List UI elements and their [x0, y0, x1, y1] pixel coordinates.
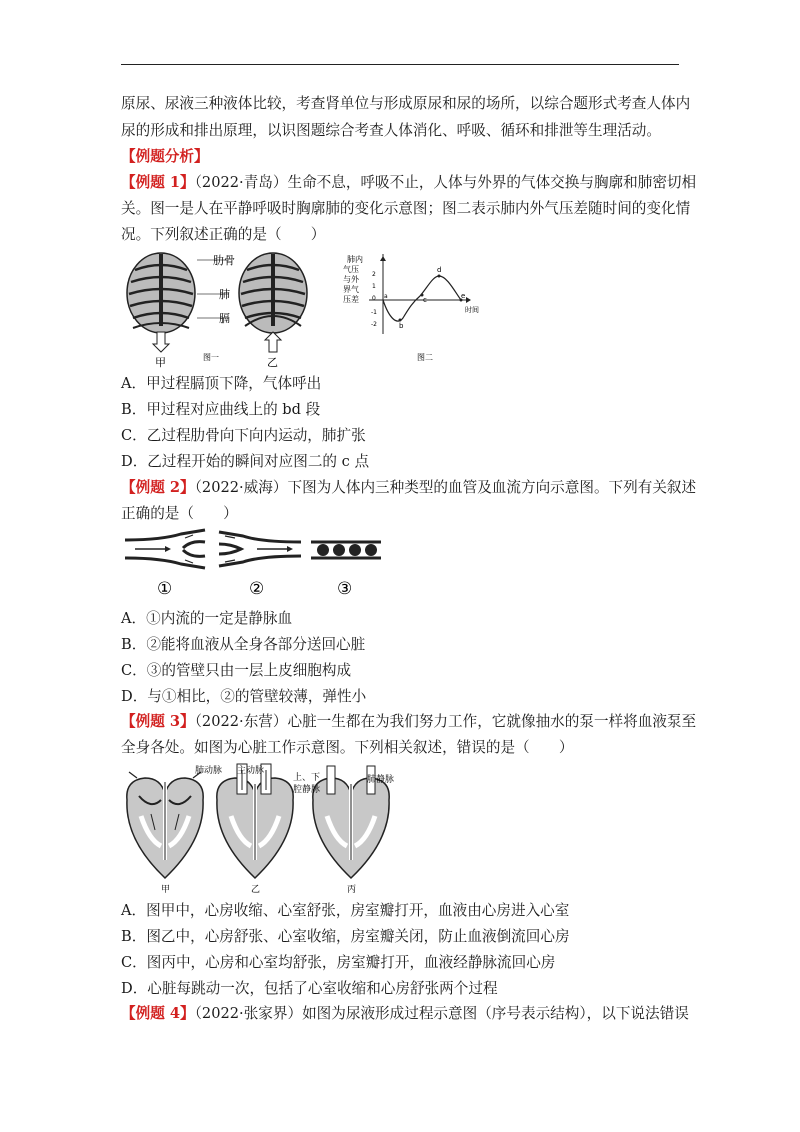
fig2-label-b: b — [399, 322, 404, 330]
label-heart-yi: 乙 — [251, 885, 261, 895]
fig1-caption: 图一 — [203, 353, 219, 362]
q2-figure — [121, 528, 421, 600]
fig2-x-arrow-icon — [466, 297, 471, 303]
q2-line-1 — [121, 478, 697, 498]
fig2-xlabel: 时间 — [465, 306, 479, 314]
heart-jia — [127, 772, 203, 878]
fig2-label-e: e — [461, 292, 466, 300]
label-pulmonary-artery: 肺动脉 — [195, 766, 223, 776]
pressure-chart — [343, 254, 479, 334]
q3-tag: 【例题 3】 — [121, 713, 195, 730]
fig2-tick-1: 1 — [372, 283, 376, 290]
q1-tag: 【例题 1】 — [121, 174, 195, 191]
header-rule — [121, 64, 679, 65]
label-aorta: 主动脉 — [237, 766, 265, 776]
fig2-tick-2: 2 — [372, 271, 376, 278]
fig2-ylabel-3: 与外 — [343, 275, 359, 284]
heart-yi — [217, 764, 293, 878]
fig2-tick-m2: -2 — [371, 321, 377, 328]
vessel-1 — [125, 530, 205, 568]
vessel-label-1: ① — [157, 579, 173, 599]
q3-option-d: D．心脏每跳动一次，包括了心室收缩和心房舒张两个过程 — [121, 980, 498, 997]
q3-line-1 — [121, 712, 697, 732]
fig2-caption: 图二 — [417, 353, 433, 362]
q3-option-c: C．图丙中，心房和心室均舒张，房室瓣打开，血液经静脉流回心房 — [121, 954, 556, 971]
q2-option-b: B．②能将血液从全身各部分送回心脏 — [121, 636, 366, 653]
q1-option-b: B．甲过程对应曲线上的 bd 段 — [121, 401, 321, 418]
label-heart-jia: 甲 — [161, 885, 171, 895]
q2-line-2: 正确的是（ ） — [121, 505, 238, 522]
q1-line-3: 况。下列叙述正确的是（ ） — [121, 226, 326, 243]
q1-option-c: C．乙过程肋骨向下向内运动，肺扩张 — [121, 427, 366, 444]
label-jia: 甲 — [155, 356, 166, 369]
q2-option-a: A．①内流的一定是静脉血 — [121, 610, 293, 627]
label-vena-cava-2: 腔静脉 — [293, 785, 321, 795]
fig2-curve — [383, 276, 461, 321]
label-diaphragm: 膈 — [219, 312, 230, 325]
q3-option-b: B．图乙中，心房舒张、心室收缩，房室瓣关闭，防止血液倒流回心房 — [121, 928, 570, 945]
fig2-ylabel-2: 气压 — [343, 265, 359, 274]
q2-tag: 【例题 2】 — [121, 479, 195, 496]
q2-option-c: C．③的管壁只由一层上皮细胞构成 — [121, 662, 352, 679]
vessel-2 — [219, 532, 301, 566]
ribcage-jia — [127, 253, 195, 333]
q2-text-1: （2022·威海）下图为人体内三种类型的血管及血流方向示意图。下列有关叙述 — [194, 479, 697, 496]
q3-figure — [121, 760, 421, 896]
intro-line-2: 尿的形成和排出原理，以识图题综合考查人体消化、呼吸、循环和排泄等生理活动。 — [121, 122, 661, 139]
label-heart-bing: 丙 — [347, 885, 357, 895]
ribcage-yi — [239, 253, 307, 333]
fig2-label-c: c — [423, 296, 427, 304]
vessel-label-3: ③ — [337, 579, 353, 599]
fig2-tick-m1: -1 — [371, 309, 377, 316]
fig2-tick-0: 0 — [372, 295, 376, 302]
q1-text-1: （2022·青岛）生命不息，呼吸不止，人体与外界的气体交换与胸廓和肺密切相 — [194, 174, 697, 191]
fig2-ylabel-5: 压差 — [343, 295, 359, 304]
fig2-point-d — [438, 275, 441, 278]
fig2-ylabel-4: 界气 — [343, 285, 359, 294]
section-title: 【例题分析】 — [121, 148, 209, 165]
q2-option-d: D．与①相比，②的管壁较薄，弹性小 — [121, 688, 367, 705]
q1-option-d: D．乙过程开始的瞬间对应图二的 c 点 — [121, 453, 370, 470]
q3-line-2: 全身各处。如图为心脏工作示意图。下列相关叙述，错误的是（ ） — [121, 739, 574, 756]
up-arrow-icon — [265, 332, 281, 352]
label-yi: 乙 — [267, 356, 278, 369]
q1-line-1 — [121, 173, 697, 193]
vessel-3 — [311, 542, 381, 558]
q3-option-a: A．图甲中，心房收缩、心室舒张，房室瓣打开，血液由心房进入心室 — [121, 902, 570, 919]
q4-tag: 【例题 4】 — [121, 1005, 195, 1022]
label-vena-cava-1: 上、下 — [293, 773, 321, 783]
fig2-y-arrow-icon — [380, 256, 386, 261]
label-lung: 肺 — [219, 288, 230, 301]
q1-option-a: A．甲过程膈顶下降，气体呼出 — [121, 375, 322, 392]
q4-line-1 — [121, 1004, 689, 1024]
fig2-label-a: a — [384, 293, 388, 300]
fig2-ylabel-1: 肺内 — [347, 255, 363, 264]
fig2-label-d: d — [437, 266, 442, 274]
down-arrow-icon — [153, 332, 169, 352]
q1-figure — [121, 248, 501, 370]
q1-line-2: 关。图一是人在平静呼吸时胸廓肺的变化示意图；图二表示肺内外气压差随时间的变化情 — [121, 200, 691, 217]
label-pulmonary-vein: 肺静脉 — [367, 775, 395, 785]
q3-text-1: （2022·东营）心脏一生都在为我们努力工作，它就像抽水的泵一样将血液泵至 — [194, 713, 697, 730]
label-rib: 肋骨 — [213, 254, 235, 267]
intro-line-1: 原尿、尿液三种液体比较，考查肾单位与形成原尿和尿的场所，以综合题形式考查人体内 — [121, 95, 691, 112]
q4-text-1: （2022·张家界）如图为尿液形成过程示意图（序号表示结构），以下说法错误 — [194, 1005, 689, 1022]
vessel-label-2: ② — [249, 579, 265, 599]
